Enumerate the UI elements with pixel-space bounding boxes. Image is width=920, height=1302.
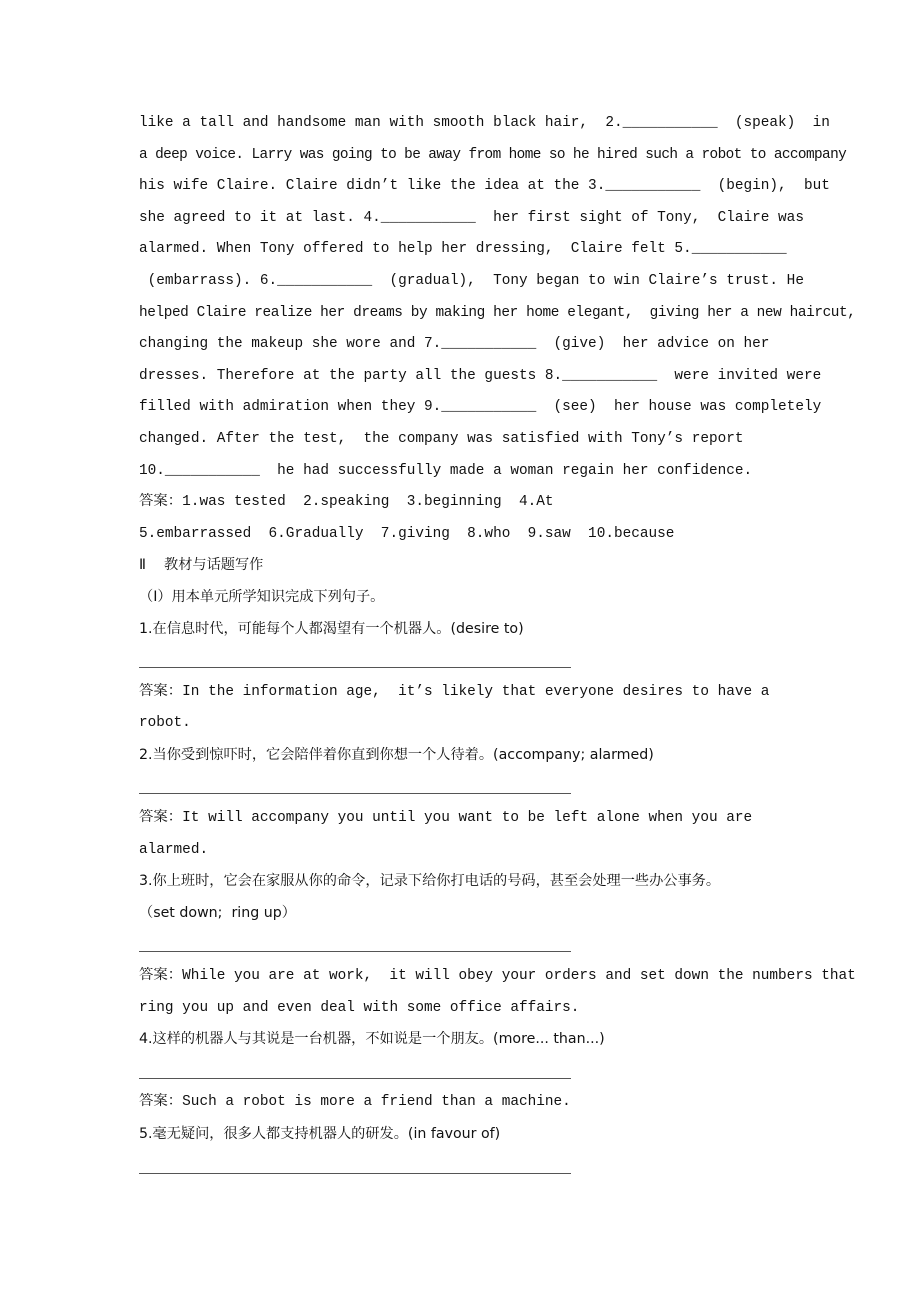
passage-line: dresses. Therefore at the party all the guests 8.___________ were invited were	[139, 367, 822, 384]
exercise-item	[139, 614, 851, 740]
answer-blank-line[interactable]	[139, 929, 851, 961]
answer-blank-line[interactable]	[139, 1056, 851, 1088]
exercise-item	[139, 740, 851, 866]
exercise-answer: 答案：Such a robot is more a friend than a machine.	[139, 1094, 571, 1111]
answer-blank-line[interactable]	[139, 1151, 851, 1183]
passage-line: changed. After the test, the company was satisfied with Tony’s report	[139, 430, 744, 447]
passage-line: (embarrass). 6.___________ (gradual), Tony began to win Claire’s trust. He	[139, 272, 804, 289]
passage-line: helped Claire realize her dreams by making her home elegant, giving her a new haircut,	[139, 304, 856, 321]
answer-blank-line[interactable]	[139, 771, 851, 803]
exercise-answer: 答案：It will accompany you until you want to be left alone when you are	[139, 810, 753, 827]
exercise-answer: alarmed.	[139, 841, 209, 858]
exercise-prompt-hint: （set down; ring up）	[139, 904, 296, 921]
exercise-prompt: 4.这样的机器人与其说是一台机器，不如说是一个朋友。(more... than...)	[139, 1031, 605, 1048]
passage-line: his wife Claire. Claire didn’t like the idea at the 3.___________ (begin), but	[139, 178, 830, 195]
answer-blank-line[interactable]	[139, 645, 851, 677]
passage-line: alarmed. When Tony offered to help her dressing, Claire felt 5.___________	[139, 241, 787, 258]
passage-line: a deep voice. Larry was going to be away from home so he hired such a robot to accompany	[139, 146, 847, 163]
exercise-item	[139, 1024, 851, 1119]
exercise-prompt: 5.毫无疑问，很多人都支持机器人的研发。(in favour of)	[139, 1126, 501, 1142]
exercise-answer: 答案：In the information age, it’s likely that everyone desires to have a	[139, 683, 770, 700]
exercise-prompt: 2.当你受到惊吓时，它会陪伴着你直到你想一个人待着。(accompany; alarmed)	[139, 746, 654, 763]
exercise-item	[139, 1119, 851, 1182]
exercise-prompt: 3.你上班时，它会在家服从你的命令，记录下给你打电话的号码，甚至会处理一些办公事务。	[139, 873, 721, 890]
answer-key-line: 答案：1.was tested 2.speaking 3.beginning 4.At	[139, 494, 554, 511]
exercise-answer: robot.	[139, 715, 191, 732]
exercise-prompt: 1.在信息时代，可能每个人都渴望有一个机器人。(desire to)	[139, 620, 524, 637]
passage	[139, 108, 856, 550]
passage-line: filled with admiration when they 9.___________ (see) her house was completely	[139, 399, 822, 416]
passage-line: changing the makeup she wore and 7.___________ (give) her advice on her	[139, 336, 770, 353]
passage-line: she agreed to it at last. 4.___________ her first sight of Tony, Claire was	[139, 209, 804, 226]
answer-key-line: 5.embarrassed 6.Gradually 7.giving 8.who 9.saw 10.because	[139, 525, 675, 542]
section-heading: Ⅱ 教材与话题写作	[139, 557, 264, 574]
exercise-answer: 答案：While you are at work, it will obey your orders and set down the numbers that	[139, 968, 856, 985]
exercise-item	[139, 866, 856, 1024]
section-2	[139, 550, 856, 1182]
document-page	[139, 108, 856, 1182]
exercise-answer: ring you up and even deal with some office affairs.	[139, 999, 580, 1016]
passage-line: 10.___________ he had successfully made a woman regain her confidence.	[139, 462, 753, 479]
section-subheading: （Ⅰ）用本单元所学知识完成下列句子。	[139, 588, 385, 605]
passage-line: like a tall and handsome man with smooth black hair, 2.___________ (speak) in	[139, 115, 830, 131]
